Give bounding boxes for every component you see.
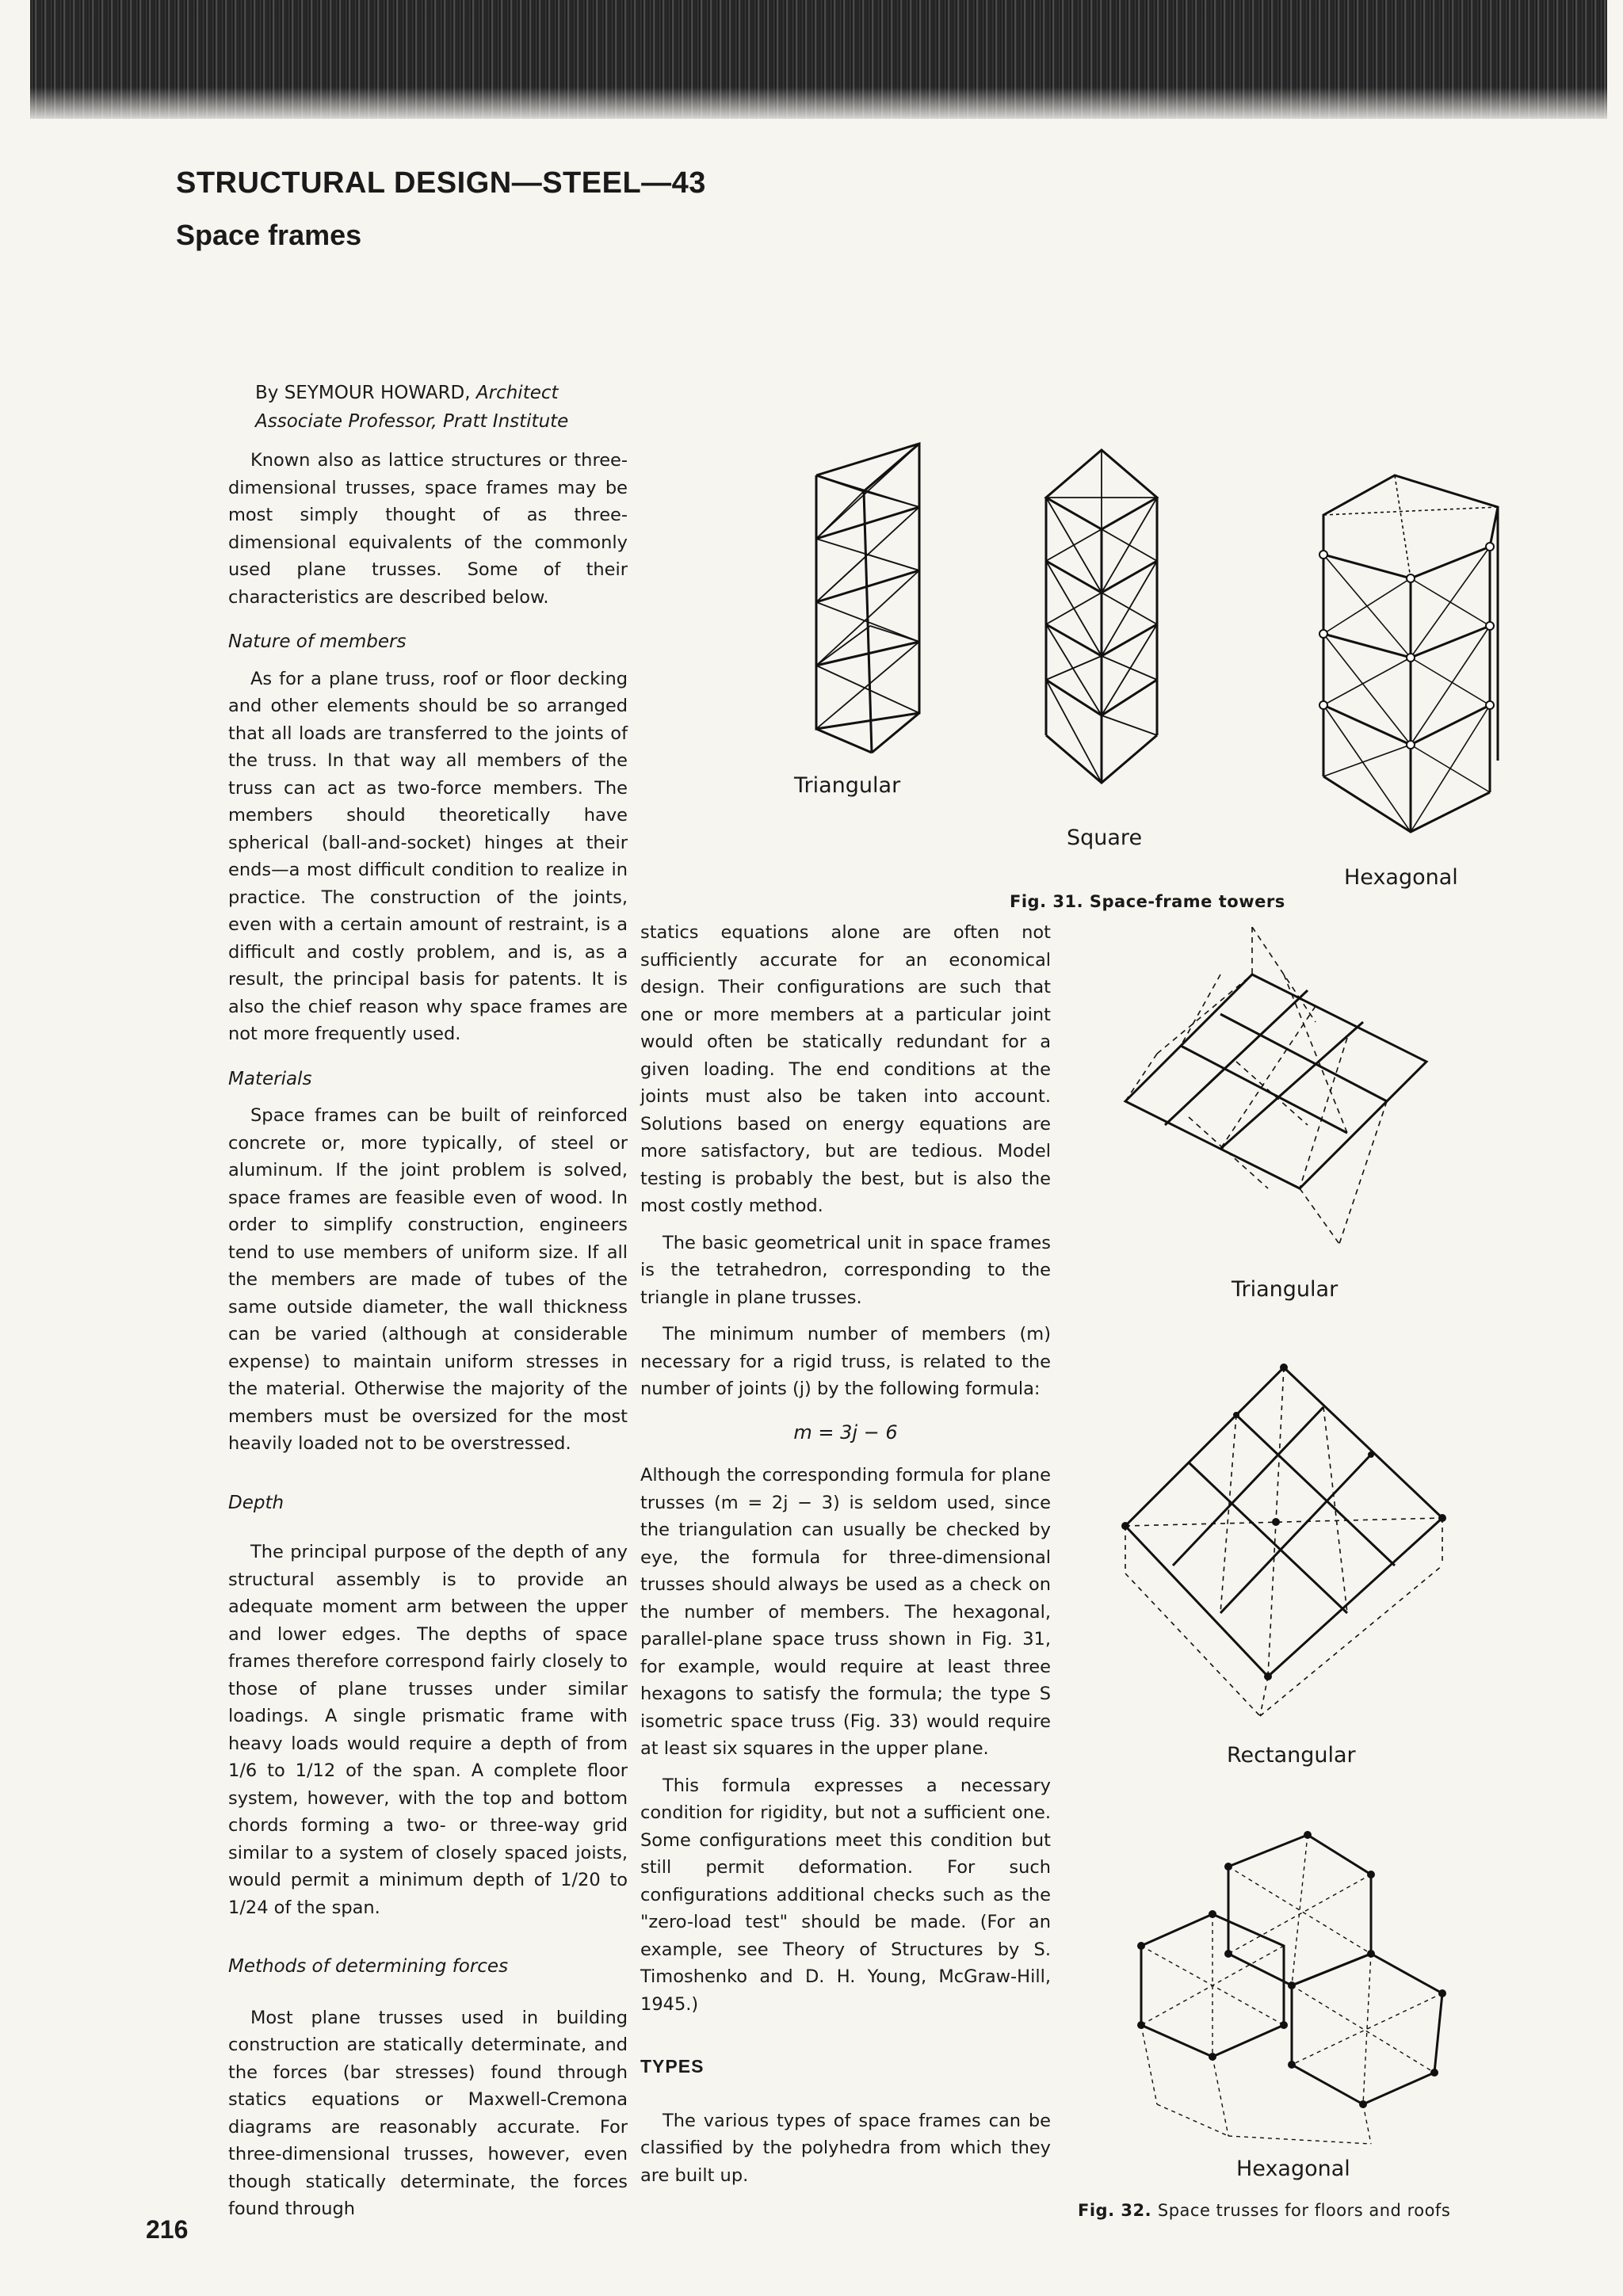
hexagonal-floor-drawing [1125, 1819, 1458, 2152]
paragraph-materials: Space frames can be built of reinforced concrete or, more typically, of steel or aluminum. If the joint problem is solved, space frames are feasible even of wood. In order to simplify construction, engineers tend to use members of uniform size. If all the members are made of tubes of the same outside diameter, the wall thickness can be varied (although at considerable expense) to maintain uniform stresses in the material. Otherwise the majority of the members must be oversized for the most heavily loaded not to be overstressed. [228, 1105, 628, 1454]
author-affiliation: Associate Professor, Pratt Institute [255, 411, 569, 432]
fig32-caption [1078, 2201, 1450, 2220]
heading-types: TYPES [640, 2056, 705, 2077]
caption-triangular-tower: Triangular [794, 773, 901, 798]
scanned-header-band [30, 0, 1607, 119]
fig31-caption [1010, 892, 1285, 911]
heading-nature-of-members: Nature of members [228, 631, 407, 652]
caption-hexagonal-tower: Hexagonal [1344, 865, 1458, 890]
caption-square-tower: Square [1067, 826, 1143, 850]
paragraph-plane-formula: Although the corresponding formula for plane trusses (m = 2j − 3) is seldom used, since the triangulation can usually be checked by eye, the formula for three-dimensional trusses should always be used as a check on the number of members. The hexagonal, parallel-plane space truss shown in Fig. 31, for example, would require at least three hexagons to satisfy the formula; the type S isometric space truss (Fig. 33) would require at least six squares in the upper plane. [640, 1465, 1051, 1759]
left-column [228, 447, 628, 2223]
page-title: STRUCTURAL DESIGN—STEEL—43 [176, 166, 706, 200]
caption-rectangular-floor: Rectangular [1227, 1743, 1356, 1768]
fig31-label: Fig. 31. [1010, 892, 1084, 911]
fig32-title: Space trusses for floors and roofs [1157, 2201, 1451, 2220]
heading-depth: Depth [228, 1492, 285, 1513]
heading-materials: Materials [228, 1068, 312, 1089]
triangular-tower-drawing [800, 428, 935, 769]
fig32-label: Fig. 32. [1078, 2201, 1152, 2220]
triangular-floor-drawing [1109, 927, 1450, 1276]
caption-hexagonal-floor: Hexagonal [1236, 2157, 1350, 2181]
square-tower-drawing [1030, 442, 1173, 799]
paragraph-nature: As for a plane truss, roof or floor decking and other elements should be so arranged that all loads are transferred to the joints of the truss. In that way all members of the truss can act as two-force members. The members should theoretically have spherical (ball-and-socket) hinges at their ends—a most difficult condition to realize in practice. The construction of the joints, even with a certain amount of restraint, is a difficult and costly problem, and is, as a result, the principal basis for patents. It is also the chief reason why space frames are not more frequently used. [228, 668, 628, 1044]
paragraph-minimum-members: The minimum number of members (m) necessary for a rigid truss, is related to the number of joints (j) by the following formula: [640, 1324, 1051, 1399]
hexagonal-tower-drawing [1308, 460, 1514, 848]
rigidity-formula: m = 3j − 6 [793, 1421, 898, 1444]
paragraph-geometric-unit: The basic geometrical unit in space frames is the tetrahedron, corresponding to the triangle in plane trusses. [640, 1232, 1051, 1308]
byline [255, 379, 568, 436]
page-number: 216 [146, 2215, 189, 2244]
paragraph-statics: statics equations alone are often not sufficiently accurate for an economical design. Their configurations are such that one or more members at a particular joint would often be statically redundant for a given loading. The end conditions at the joints must also be taken into account. Solutions based on energy equations are more satisfactory, but are tedious. Model testing is probably the best, but is also the most costly method. [640, 922, 1051, 1216]
rectangular-floor-drawing [1109, 1360, 1458, 1724]
paragraph-types: The various types of space frames can be classified by the polyhedra from which they are built up. [640, 2110, 1051, 2186]
author-role: Architect [475, 383, 559, 403]
intro-paragraph: Known also as lattice structures or three-dimensional trusses, space frames may be most simply thought of as three-dimensional equivalents of the commonly used plane trusses. Some of their characteristics are described below. [228, 450, 628, 608]
paragraph-necessary-condition: This formula expresses a necessary condition for rigidity, but not a sufficient one. Some configurations meet this condition but still permit deformation. For such configurations additional checks such as the "zero-load test" should be made. (For an example, see Theory of Structures by S. Timoshenko and D. H. Young, McGraw-Hill, 1945.) [640, 1775, 1051, 2015]
author-name: By SEYMOUR HOWARD, [255, 383, 471, 403]
paragraph-methods: Most plane trusses used in building construction are statically determinate, and the forces (bar stresses) found through statics equations or Maxwell-Cremona diagrams are reasonably accurate. For three-dimensional trusses, however, even though statically determinate, the forces found through [228, 2007, 628, 2219]
heading-methods: Methods of determining forces [228, 1956, 509, 1977]
middle-column [640, 919, 1051, 2189]
caption-triangular-floor: Triangular [1232, 1277, 1338, 1302]
page-subtitle: Space frames [176, 219, 362, 251]
fig31-title: Space-frame towers [1089, 892, 1285, 911]
paragraph-depth: The principal purpose of the depth of any structural assembly is to provide an adequate moment arm between the upper and lower edges. The depths of space frames therefore correspond fairly closely to those of plane trusses under similar loadings. A single prismatic frame with heavy loads would require a depth of from 1/6 to 1/12 of the span. A complete floor system, however, with the top and bottom chords forming a two- or three-way grid similar to a system of closely spaced joists, would permit a minimum depth of 1/20 to 1/24 of the span. [228, 1542, 628, 1918]
